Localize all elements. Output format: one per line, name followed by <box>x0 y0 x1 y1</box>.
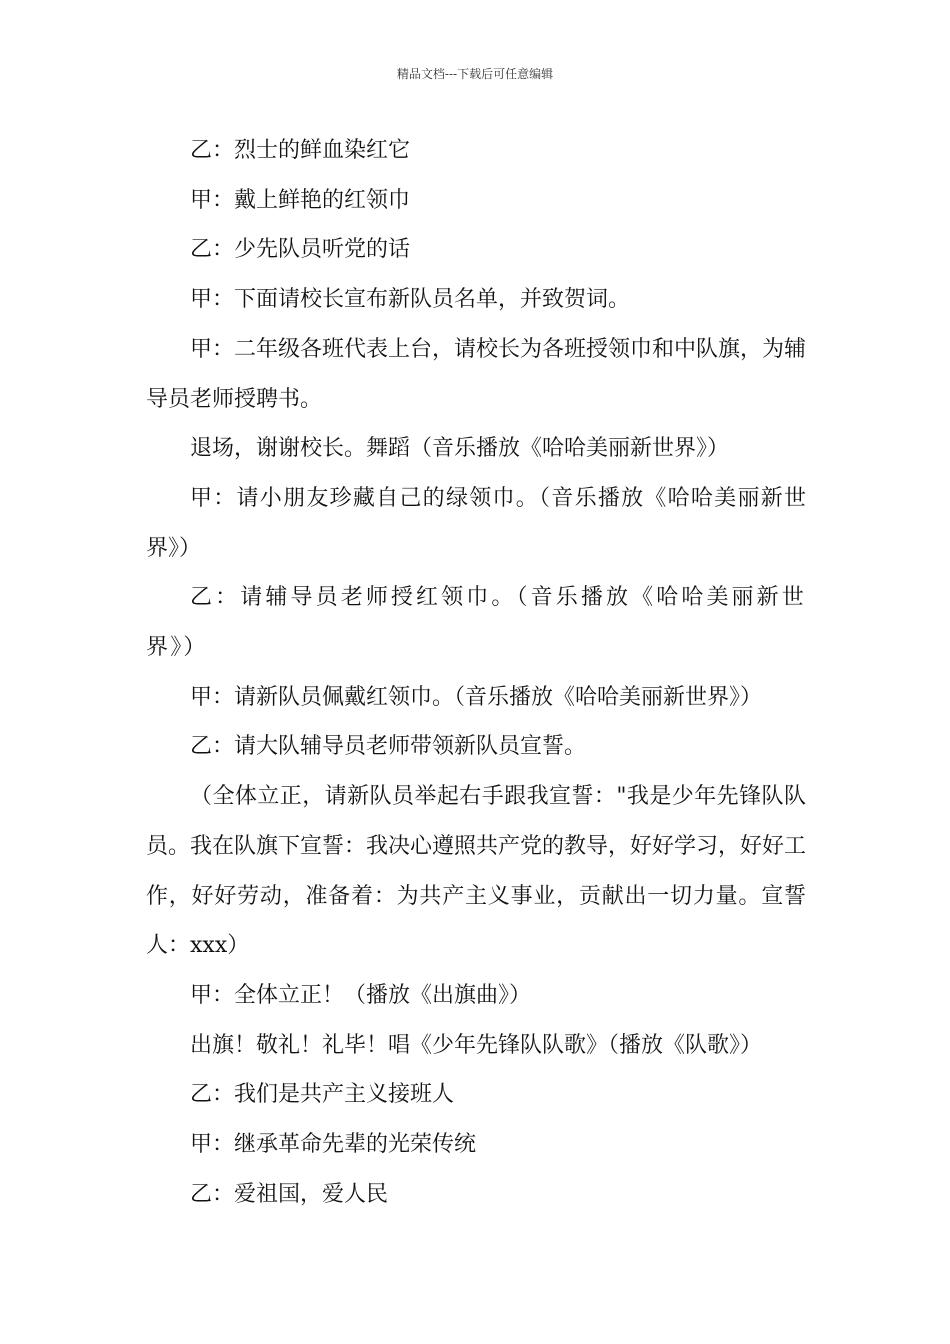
paragraph: 甲：下面请校长宣布新队员名单，并致贺词。 <box>190 287 631 313</box>
paragraph: 乙：少先队员听党的话 <box>190 237 411 263</box>
document-body <box>146 126 806 1219</box>
paragraph: 乙：烈士的鲜血染红它 <box>190 138 411 163</box>
paragraph: 甲：全体立正！（播放《出旗曲》） <box>190 982 532 1008</box>
paragraph: 甲：请新队员佩戴红领巾。（音乐播放《哈哈美丽新世界》） <box>190 684 763 710</box>
paragraph: 乙：请辅导员老师授红领巾。（音乐播放《哈哈美丽新世界》） <box>146 585 806 661</box>
page-header: 精品文档---下载后可任意编辑 <box>396 67 554 81</box>
paragraph: 乙：请大队辅导员老师带领新队员宣誓。 <box>190 734 587 760</box>
paragraph: 退场，谢谢校长。舞蹈（音乐播放《哈哈美丽新世界》） <box>190 436 730 462</box>
paragraph: 乙：我们是共产主义接班人 <box>190 1082 455 1108</box>
paragraph: 出旗！敬礼！礼毕！唱《少年先锋队队歌》（播放《队歌》） <box>190 1032 763 1058</box>
paragraph: 甲：二年级各班代表上台，请校长为各班授领巾和中队旗，为辅导员老师授聘书。 <box>146 336 807 412</box>
paragraph: 甲：继承革命先辈的光荣传统 <box>190 1132 477 1158</box>
paragraph: （全体立正，请新队员举起右手跟我宣誓："我是少年先锋队队员。我在队旗下宣誓：我决心遵照共产党的教导，好好学习，好好工作，好好劳动，准备着：为共产主义事业，贡献出一切力量。宣誓人：xxx） <box>146 784 807 959</box>
paragraph: 甲：请小朋友珍藏自己的绿领巾。（音乐播放《哈哈美丽新世界》） <box>146 485 806 561</box>
paragraph: 乙：爱祖国，爱人民 <box>190 1181 389 1207</box>
paragraph: 甲：戴上鲜艳的红领巾 <box>190 187 411 213</box>
